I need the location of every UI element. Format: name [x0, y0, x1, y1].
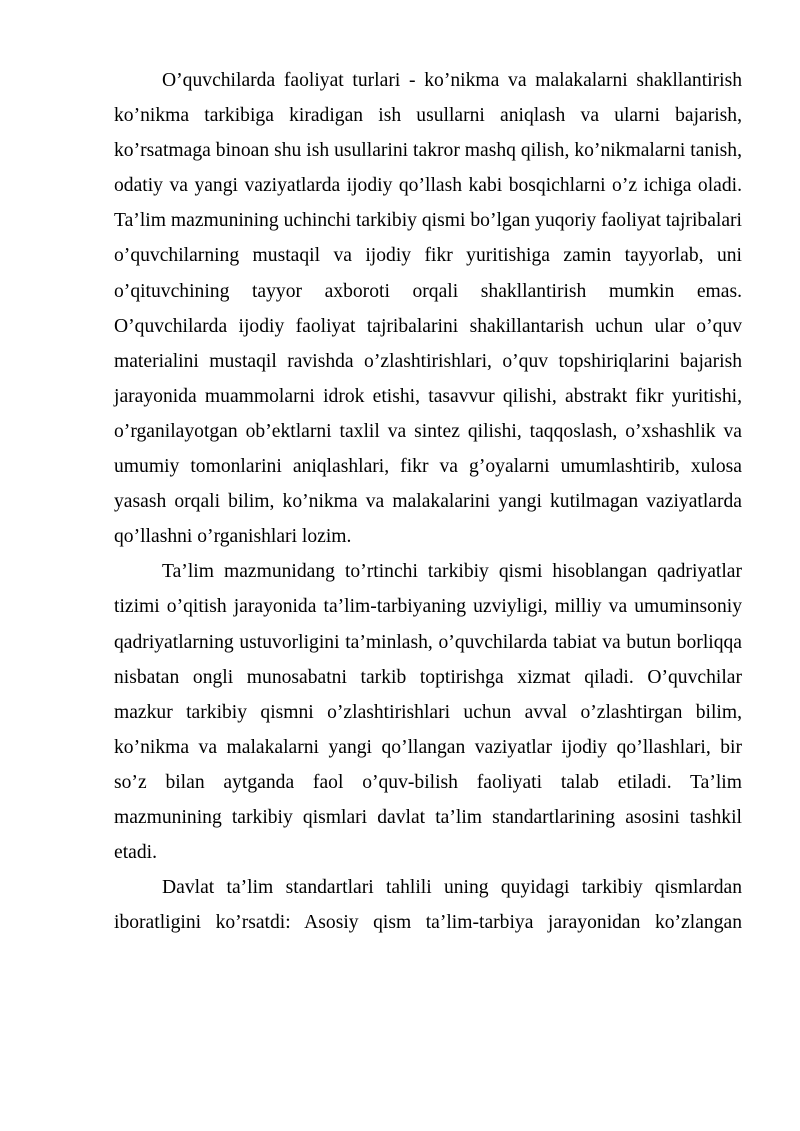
paragraph-1: O’quvchilarda faoliyat turlari - ko’nikma va malakalarni shakllantirish ko’nikma tarkibiga kiradigan ish usullarni aniqlash va ularni bajarish, ko’rsatmaga binoan shu ish usullarini takror mashq qilish, ko’nikmalarni tanish, odatiy va yangi vaziyatlarda ijodiy qo’llash kabi bosqichlarni o’z ichiga oladi. Ta’lim mazmunining uchinchi tarkibiy qismi bo’lgan yuqoriy faoliyat tajribalari o’quvchilarning mustaqil va ijodiy fikr yuritishiga zamin tayyorlab, uni o’qituvchining tayyor axboroti orqali shakllantirish mumkin emas. O’quvchilarda ijodiy faoliyat tajribalarini shakillantarish uchun ular o’quv materialini mustaqil ravishda o’zlashtirishlari, o’quv topshiriqlarini bajarish jarayonida muammolarni idrok etishi, tasavvur qilishi, abstrakt fikr yuritishi, o’rganilayotgan ob’ektlarni taxlil va sintez qilishi, taqqoslash, o’xshashlik va umumiy tomonlarini aniqlashlari, fikr va g’oyalarni umumlashtirib, xulosa yasash orqali bilim, ko’nikma va malakalarini yangi kutilmagan vaziyatlarda qo’llashni o’rganishlari lozim. [114, 70, 742, 548]
document-page [114, 63, 742, 940]
paragraph-3: Davlat ta’lim standartlari tahlili uning quyidagi tarkibiy qismlardan iboratligini ko’rsatdi: Asosiy qism ta’lim-tarbiya jarayonidan ko’zlangan [114, 877, 742, 934]
paragraph-2: Ta’lim mazmunidang to’rtinchi tarkibiy qismi hisoblangan qadriyatlar tizimi o’qitish jarayonida ta’lim-tarbiyaning uzviyligi, milliy va umuminsoniy qadriyatlarning ustuvorligini ta’minlash, o’quvchilarda tabiat va butun borliqqa nisbatan ongli munosabatni tarkib toptirishga xizmat qiladi. O’quvchilar mazkur tarkibiy qismni o’zlashtirishlari uchun avval o’zlashtirgan bilim, ko’nikma va malakalarni yangi qo’llangan vaziyatlar ijodiy qo’llashlari, bir so’z bilan aytganda faol o’quv-bilish faoliyati talab etiladi. Ta’lim mazmunining tarkibiy qismlari davlat ta’lim standartlarining asosini tashkil etadi. [114, 561, 742, 864]
